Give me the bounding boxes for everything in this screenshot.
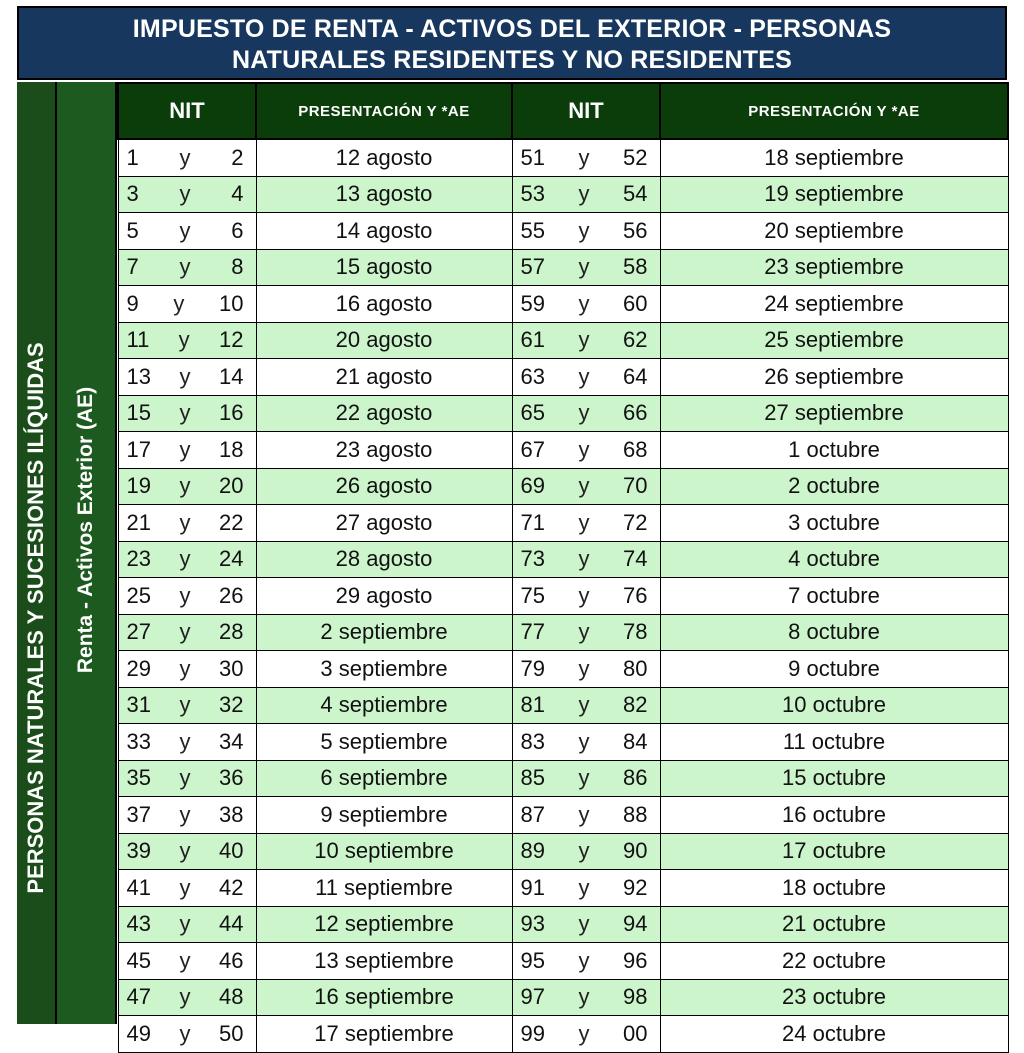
nit-range-cell	[512, 359, 660, 396]
nit-end: 58	[623, 254, 648, 280]
nit-connector: y	[578, 363, 590, 389]
nit-end: 80	[623, 655, 648, 681]
nit-connector: y	[179, 400, 191, 426]
nit-connector: y	[179, 436, 191, 462]
table-title	[17, 6, 1007, 80]
nit-start: 91	[520, 874, 545, 900]
table-row	[118, 249, 1008, 286]
nit-end: 12	[219, 327, 244, 353]
table-row	[118, 176, 1008, 213]
nit-connector: y	[173, 290, 185, 316]
nit-range-cell	[118, 213, 256, 250]
nit-end: 10	[219, 290, 244, 316]
nit-start: 53	[520, 181, 545, 207]
nit-start: 81	[520, 692, 545, 718]
table-row	[118, 395, 1008, 432]
nit-range-cell	[512, 213, 660, 250]
nit-end: 36	[219, 765, 244, 791]
nit-range-cell	[512, 286, 660, 323]
nit-range-cell	[512, 724, 660, 761]
nit-start: 79	[520, 655, 545, 681]
nit-start: 33	[126, 728, 151, 754]
nit-start: 11	[126, 327, 150, 353]
nit-start: 19	[126, 473, 151, 499]
deadline-table	[117, 82, 1009, 1053]
side-label-inner-cell	[57, 82, 117, 1024]
nit-end: 24	[219, 546, 244, 572]
deadline-date-cell: 3 septiembre	[256, 651, 512, 688]
nit-end: 18	[219, 436, 244, 462]
nit-range-cell	[118, 760, 256, 797]
nit-range-cell	[118, 651, 256, 688]
nit-start: 29	[126, 655, 151, 681]
deadline-date-cell: 26 agosto	[256, 468, 512, 505]
deadline-date-cell: 23 septiembre	[660, 249, 1008, 286]
nit-connector: y	[578, 509, 590, 535]
nit-connector: y	[179, 217, 191, 243]
nit-connector: y	[578, 947, 590, 973]
nit-end: 30	[219, 655, 244, 681]
nit-start: 97	[520, 984, 545, 1010]
table-row	[118, 870, 1008, 907]
nit-end: 42	[219, 874, 244, 900]
nit-start: 15	[126, 400, 151, 426]
nit-range-cell	[118, 359, 256, 396]
nit-range-cell	[512, 833, 660, 870]
table-row	[118, 906, 1008, 943]
table-row	[118, 651, 1008, 688]
nit-end: 6	[231, 217, 244, 243]
nit-end: 4	[231, 181, 244, 207]
deadline-date-cell: 12 agosto	[256, 139, 512, 176]
nit-end: 32	[219, 692, 244, 718]
nit-connector: y	[179, 984, 191, 1010]
nit-end: 48	[219, 984, 244, 1010]
side-label-inner: Renta - Activos Exterior (AE)	[74, 386, 97, 674]
nit-connector: y	[578, 290, 590, 316]
deadline-date-cell: 10 octubre	[660, 687, 1008, 724]
nit-connector: y	[578, 911, 590, 937]
nit-range-cell	[118, 870, 256, 907]
nit-range-cell	[118, 906, 256, 943]
nit-range-cell	[118, 724, 256, 761]
nit-range-cell	[118, 505, 256, 542]
deadline-date-cell: 21 octubre	[660, 906, 1008, 943]
table-header-row	[118, 83, 1008, 139]
nit-range-cell	[512, 760, 660, 797]
nit-range-cell	[118, 614, 256, 651]
nit-start: 49	[126, 1020, 151, 1046]
nit-end: 22	[219, 509, 244, 535]
deadline-date-cell: 6 septiembre	[256, 760, 512, 797]
nit-end: 82	[623, 692, 648, 718]
nit-range-cell	[512, 432, 660, 469]
nit-start: 47	[126, 984, 151, 1010]
nit-start: 85	[520, 765, 545, 791]
nit-end: 76	[623, 582, 648, 608]
nit-end: 20	[219, 473, 244, 499]
nit-start: 69	[520, 473, 545, 499]
deadline-date-cell: 26 septiembre	[660, 359, 1008, 396]
nit-start: 9	[126, 290, 139, 316]
table-row	[118, 760, 1008, 797]
nit-range-cell	[118, 943, 256, 980]
table-row	[118, 541, 1008, 578]
nit-connector: y	[179, 582, 191, 608]
nit-end: 38	[219, 801, 244, 827]
nit-range-cell	[118, 468, 256, 505]
deadline-date-cell: 11 octubre	[660, 724, 1008, 761]
nit-connector: y	[179, 947, 191, 973]
nit-connector: y	[179, 801, 191, 827]
nit-start: 43	[126, 911, 151, 937]
deadline-date-cell: 17 octubre	[660, 833, 1008, 870]
deadline-date-cell: 9 octubre	[660, 651, 1008, 688]
deadline-date-cell: 22 octubre	[660, 943, 1008, 980]
nit-end: 26	[219, 582, 244, 608]
nit-start: 25	[126, 582, 151, 608]
nit-connector: y	[578, 765, 590, 791]
table-row	[118, 505, 1008, 542]
nit-range-cell	[118, 286, 256, 323]
table-row	[118, 797, 1008, 834]
deadline-date-cell: 22 agosto	[256, 395, 512, 432]
nit-connector: y	[578, 582, 590, 608]
deadline-date-cell: 18 septiembre	[660, 139, 1008, 176]
nit-connector: y	[179, 144, 191, 170]
table-row	[118, 359, 1008, 396]
nit-connector: y	[578, 327, 590, 353]
nit-start: 65	[520, 400, 545, 426]
nit-end: 96	[623, 947, 648, 973]
deadline-date-cell: 24 octubre	[660, 1016, 1008, 1053]
nit-range-cell	[512, 139, 660, 176]
nit-end: 88	[623, 801, 648, 827]
deadline-date-cell: 19 septiembre	[660, 176, 1008, 213]
nit-range-cell	[118, 797, 256, 834]
deadline-date-cell: 20 agosto	[256, 322, 512, 359]
nit-connector: y	[578, 436, 590, 462]
nit-range-cell	[118, 578, 256, 615]
nit-connector: y	[578, 1020, 590, 1046]
nit-range-cell	[118, 833, 256, 870]
deadline-date-cell: 20 septiembre	[660, 213, 1008, 250]
nit-end: 78	[623, 619, 648, 645]
deadline-date-cell: 25 septiembre	[660, 322, 1008, 359]
nit-end: 60	[623, 290, 648, 316]
nit-start: 87	[520, 801, 545, 827]
table-row	[118, 614, 1008, 651]
deadline-date-cell: 16 septiembre	[256, 979, 512, 1016]
nit-range-cell	[512, 651, 660, 688]
nit-start: 27	[126, 619, 151, 645]
nit-connector: y	[179, 874, 191, 900]
nit-end: 86	[623, 765, 648, 791]
nit-connector: y	[578, 874, 590, 900]
nit-start: 89	[520, 838, 545, 864]
nit-end: 16	[219, 400, 244, 426]
nit-start: 45	[126, 947, 151, 973]
nit-connector: y	[179, 509, 191, 535]
deadline-date-cell: 7 octubre	[660, 578, 1008, 615]
nit-range-cell	[512, 943, 660, 980]
table-row	[118, 468, 1008, 505]
nit-start: 75	[520, 582, 545, 608]
nit-end: 74	[623, 546, 648, 572]
nit-connector: y	[179, 619, 191, 645]
deadline-date-cell: 18 octubre	[660, 870, 1008, 907]
nit-range-cell	[118, 139, 256, 176]
nit-connector: y	[578, 217, 590, 243]
nit-connector: y	[578, 181, 590, 207]
deadline-date-cell: 10 septiembre	[256, 833, 512, 870]
nit-connector: y	[179, 838, 191, 864]
nit-end: 46	[219, 947, 244, 973]
nit-connector: y	[578, 728, 590, 754]
nit-range-cell	[512, 541, 660, 578]
nit-start: 83	[520, 728, 545, 754]
deadline-date-cell: 15 octubre	[660, 760, 1008, 797]
nit-range-cell	[118, 176, 256, 213]
nit-connector: y	[578, 838, 590, 864]
nit-start: 71	[520, 509, 545, 535]
table-row	[118, 286, 1008, 323]
deadline-date-cell: 13 agosto	[256, 176, 512, 213]
nit-connector: y	[578, 400, 590, 426]
nit-start: 23	[126, 546, 151, 572]
nit-connector: y	[578, 473, 590, 499]
nit-range-cell	[118, 1016, 256, 1053]
nit-connector: y	[179, 546, 191, 572]
nit-start: 41	[126, 874, 151, 900]
side-label-outer-cell	[17, 82, 57, 1024]
nit-start: 13	[126, 363, 151, 389]
nit-end: 52	[623, 144, 648, 170]
header-nit-2: NIT	[512, 83, 660, 139]
nit-end: 84	[623, 728, 648, 754]
nit-connector: y	[179, 473, 191, 499]
nit-end: 72	[623, 509, 648, 535]
deadline-date-cell: 15 agosto	[256, 249, 512, 286]
nit-connector: y	[179, 765, 191, 791]
header-presentacion-1: PRESENTACIÓN Y *AE	[256, 83, 512, 139]
nit-connector: y	[578, 546, 590, 572]
nit-connector: y	[578, 984, 590, 1010]
nit-start: 57	[520, 254, 545, 280]
table-row	[118, 1016, 1008, 1053]
nit-end: 50	[219, 1020, 244, 1046]
nit-connector: y	[578, 254, 590, 280]
nit-end: 40	[219, 838, 244, 864]
deadline-date-cell: 5 septiembre	[256, 724, 512, 761]
nit-range-cell	[118, 541, 256, 578]
deadline-date-cell: 1 octubre	[660, 432, 1008, 469]
nit-end: 90	[623, 838, 648, 864]
nit-connector: y	[178, 327, 190, 353]
nit-range-cell	[512, 578, 660, 615]
nit-range-cell	[118, 249, 256, 286]
nit-start: 3	[126, 181, 139, 207]
nit-start: 17	[126, 436, 151, 462]
deadline-date-cell: 9 septiembre	[256, 797, 512, 834]
nit-range-cell	[512, 979, 660, 1016]
nit-start: 95	[520, 947, 545, 973]
deadline-date-cell: 4 septiembre	[256, 687, 512, 724]
nit-connector: y	[578, 692, 590, 718]
nit-start: 7	[126, 254, 139, 280]
deadline-date-cell: 11 septiembre	[256, 870, 512, 907]
deadline-date-cell: 29 agosto	[256, 578, 512, 615]
nit-connector: y	[578, 655, 590, 681]
nit-end: 44	[219, 911, 244, 937]
nit-start: 73	[520, 546, 545, 572]
header-nit-1: NIT	[118, 83, 256, 139]
header-presentacion-2: PRESENTACIÓN Y *AE	[660, 83, 1008, 139]
deadline-date-cell: 4 octubre	[660, 541, 1008, 578]
nit-start: 1	[126, 144, 139, 170]
table-body	[118, 139, 1008, 1052]
nit-start: 67	[520, 436, 545, 462]
nit-range-cell	[512, 505, 660, 542]
nit-range-cell	[118, 432, 256, 469]
deadline-date-cell: 28 agosto	[256, 541, 512, 578]
deadline-date-cell: 23 agosto	[256, 432, 512, 469]
nit-end: 98	[623, 984, 648, 1010]
nit-start: 63	[520, 363, 545, 389]
nit-range-cell	[512, 395, 660, 432]
nit-range-cell	[512, 687, 660, 724]
nit-start: 77	[520, 619, 545, 645]
nit-range-cell	[118, 322, 256, 359]
table-row	[118, 213, 1008, 250]
nit-range-cell	[118, 395, 256, 432]
deadline-date-cell: 16 octubre	[660, 797, 1008, 834]
nit-start: 35	[126, 765, 151, 791]
nit-connector: y	[578, 144, 590, 170]
nit-start: 99	[520, 1020, 545, 1046]
deadline-date-cell: 3 octubre	[660, 505, 1008, 542]
nit-end: 70	[623, 473, 648, 499]
nit-connector: y	[179, 363, 191, 389]
deadline-date-cell: 13 septiembre	[256, 943, 512, 980]
table-row	[118, 943, 1008, 980]
deadline-date-cell: 2 septiembre	[256, 614, 512, 651]
nit-range-cell	[512, 870, 660, 907]
nit-start: 39	[126, 838, 151, 864]
deadline-date-cell: 16 agosto	[256, 286, 512, 323]
nit-start: 5	[126, 217, 139, 243]
title-line-1: IMPUESTO DE RENTA - ACTIVOS DEL EXTERIOR - PERSONAS	[132, 15, 892, 43]
deadline-date-cell: 27 septiembre	[660, 395, 1008, 432]
nit-end: 8	[231, 254, 244, 280]
nit-range-cell	[512, 797, 660, 834]
nit-connector: y	[578, 619, 590, 645]
deadline-date-cell: 23 octubre	[660, 979, 1008, 1016]
table-row	[118, 139, 1008, 176]
nit-range-cell	[512, 176, 660, 213]
deadline-date-cell: 27 agosto	[256, 505, 512, 542]
nit-range-cell	[512, 1016, 660, 1053]
deadline-date-cell: 8 octubre	[660, 614, 1008, 651]
nit-end: 62	[623, 327, 648, 353]
nit-end: 56	[623, 217, 648, 243]
deadline-date-cell: 21 agosto	[256, 359, 512, 396]
nit-end: 54	[623, 181, 648, 207]
nit-range-cell	[512, 468, 660, 505]
nit-connector: y	[179, 1020, 191, 1046]
table-row	[118, 979, 1008, 1016]
nit-end: 14	[219, 363, 244, 389]
nit-range-cell	[512, 249, 660, 286]
table-row	[118, 724, 1008, 761]
nit-start: 37	[126, 801, 151, 827]
nit-range-cell	[118, 687, 256, 724]
nit-connector: y	[179, 728, 191, 754]
nit-connector: y	[179, 254, 191, 280]
nit-connector: y	[578, 801, 590, 827]
table-row	[118, 578, 1008, 615]
nit-start: 93	[520, 911, 545, 937]
nit-end: 2	[231, 144, 244, 170]
nit-connector: y	[179, 181, 191, 207]
table-row	[118, 687, 1008, 724]
nit-start: 59	[520, 290, 545, 316]
nit-start: 51	[520, 144, 545, 170]
nit-range-cell	[118, 979, 256, 1016]
deadline-date-cell: 24 septiembre	[660, 286, 1008, 323]
title-line-2: NATURALES RESIDENTES Y NO RESIDENTES	[231, 46, 793, 74]
nit-start: 55	[520, 217, 545, 243]
nit-start: 61	[520, 327, 545, 353]
nit-connector: y	[179, 911, 191, 937]
nit-end: 00	[623, 1020, 648, 1046]
nit-end: 34	[219, 728, 244, 754]
table-row	[118, 432, 1008, 469]
nit-end: 64	[623, 363, 648, 389]
deadline-date-cell: 17 septiembre	[256, 1016, 512, 1053]
table-row	[118, 322, 1008, 359]
nit-range-cell	[512, 906, 660, 943]
nit-start: 31	[126, 692, 151, 718]
nit-end: 94	[623, 911, 648, 937]
nit-end: 66	[623, 400, 648, 426]
nit-range-cell	[512, 614, 660, 651]
deadline-date-cell: 14 agosto	[256, 213, 512, 250]
side-label-outer: PERSONAS NATURALES Y SUCESIONES ILÍQUIDAS	[23, 342, 48, 894]
nit-start: 21	[126, 509, 151, 535]
nit-connector: y	[179, 655, 191, 681]
table-row	[118, 833, 1008, 870]
deadline-date-cell: 2 octubre	[660, 468, 1008, 505]
nit-end: 68	[623, 436, 648, 462]
nit-connector: y	[179, 692, 191, 718]
nit-end: 92	[623, 874, 648, 900]
deadline-date-cell: 12 septiembre	[256, 906, 512, 943]
nit-end: 28	[219, 619, 244, 645]
nit-range-cell	[512, 322, 660, 359]
